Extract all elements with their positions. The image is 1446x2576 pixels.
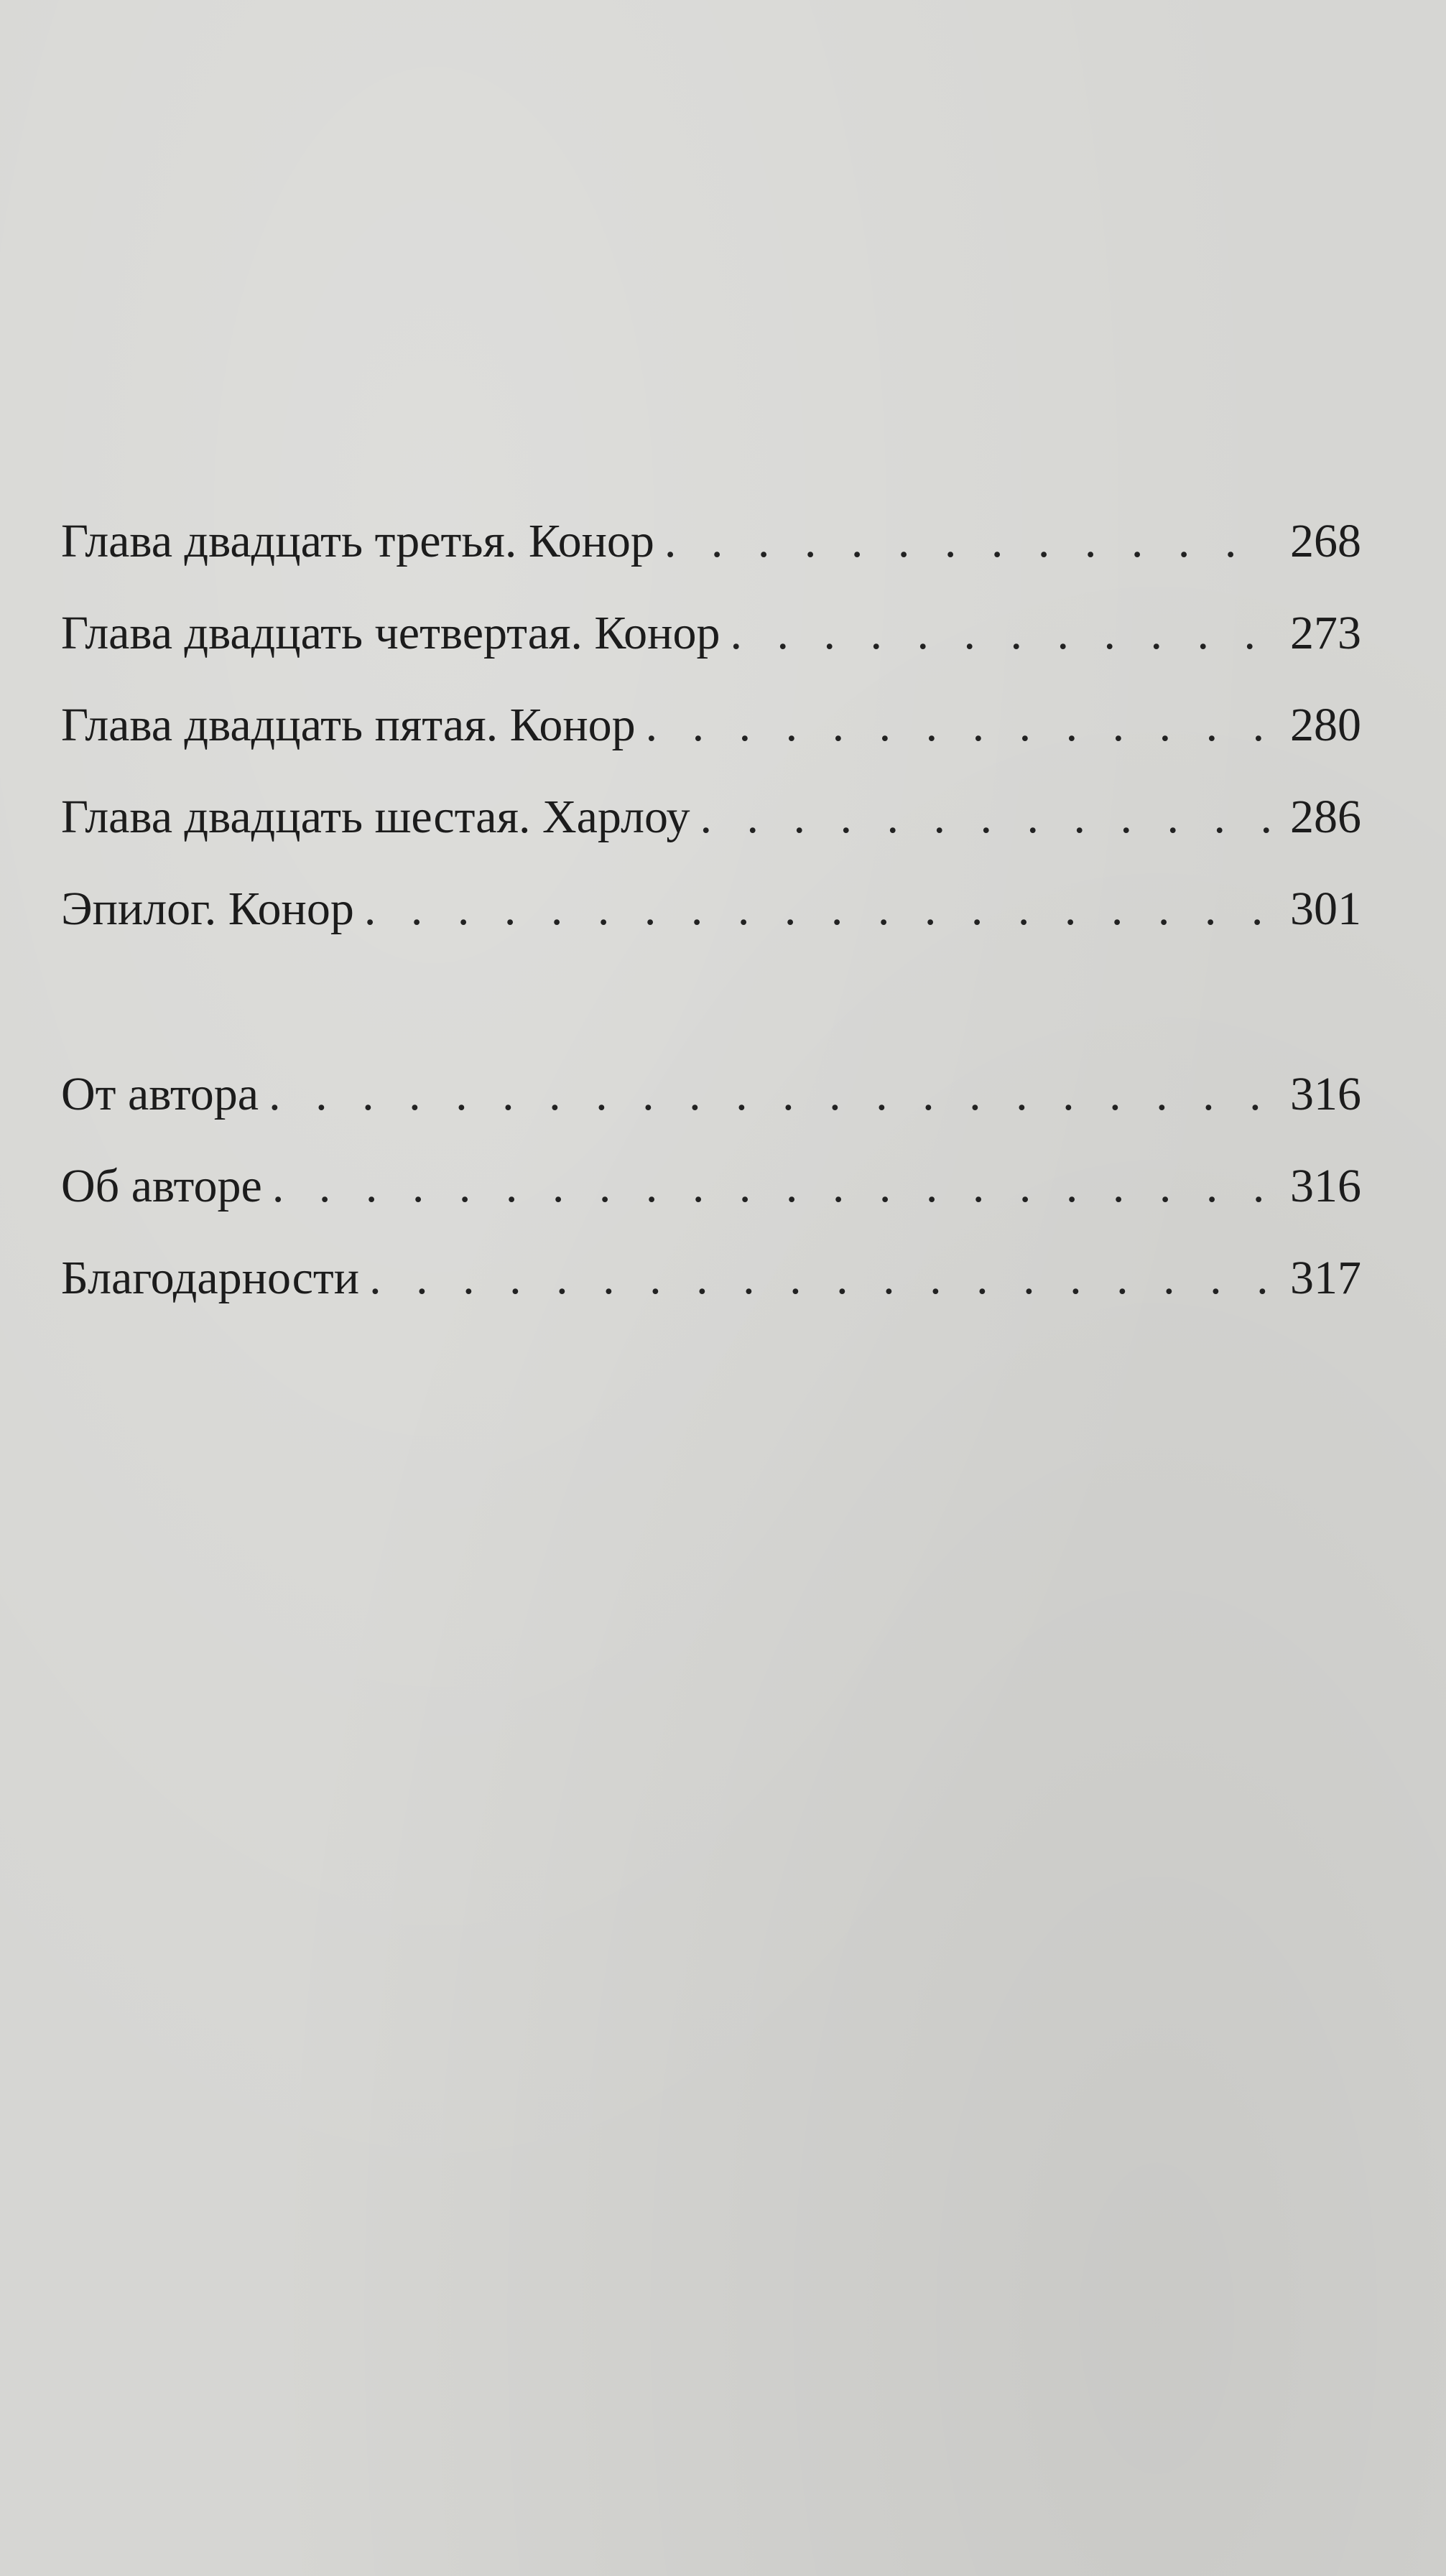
toc-dot-leader bbox=[269, 1048, 1272, 1140]
toc-entry-title: Глава двадцать четвертая. Конор bbox=[61, 607, 720, 659]
toc-entry-page: 273 bbox=[1290, 607, 1361, 659]
toc-entry-page: 317 bbox=[1290, 1252, 1361, 1304]
toc-entry-title: Эпилог. Конор bbox=[61, 883, 354, 935]
table-of-contents-chapters bbox=[61, 496, 1361, 955]
toc-entry bbox=[61, 771, 1361, 863]
toc-entry bbox=[61, 1140, 1361, 1232]
toc-entry-page: 316 bbox=[1290, 1160, 1361, 1212]
toc-entry bbox=[61, 587, 1361, 679]
toc-entry bbox=[61, 496, 1361, 587]
toc-entry-title: Об авторе bbox=[61, 1160, 262, 1212]
toc-entry bbox=[61, 679, 1361, 771]
toc-dot-leader bbox=[364, 863, 1272, 955]
toc-entry bbox=[61, 1048, 1361, 1140]
toc-entry bbox=[61, 1232, 1361, 1324]
toc-dot-leader bbox=[731, 587, 1273, 679]
toc-entry-title: Глава двадцать шестая. Харлоу bbox=[61, 791, 690, 843]
toc-entry-page: 316 bbox=[1290, 1068, 1361, 1120]
toc-entry-page: 286 bbox=[1290, 791, 1361, 843]
toc-dot-leader bbox=[700, 771, 1272, 863]
toc-entry-page: 280 bbox=[1290, 699, 1361, 751]
toc-entry-title: Глава двадцать третья. Конор bbox=[61, 515, 654, 567]
toc-entry bbox=[61, 863, 1361, 955]
toc-dot-leader bbox=[369, 1232, 1272, 1324]
toc-dot-leader bbox=[664, 496, 1272, 587]
toc-dot-leader bbox=[272, 1140, 1272, 1232]
toc-dot-leader bbox=[646, 679, 1272, 771]
toc-entry-title: От автора bbox=[61, 1068, 259, 1120]
toc-entry-title: Благодарности bbox=[61, 1252, 360, 1304]
table-of-contents-back-matter bbox=[61, 1048, 1361, 1324]
toc-entry-page: 268 bbox=[1290, 515, 1361, 567]
toc-entry-title: Глава двадцать пятая. Конор bbox=[61, 699, 636, 751]
toc-entry-page: 301 bbox=[1290, 883, 1361, 935]
